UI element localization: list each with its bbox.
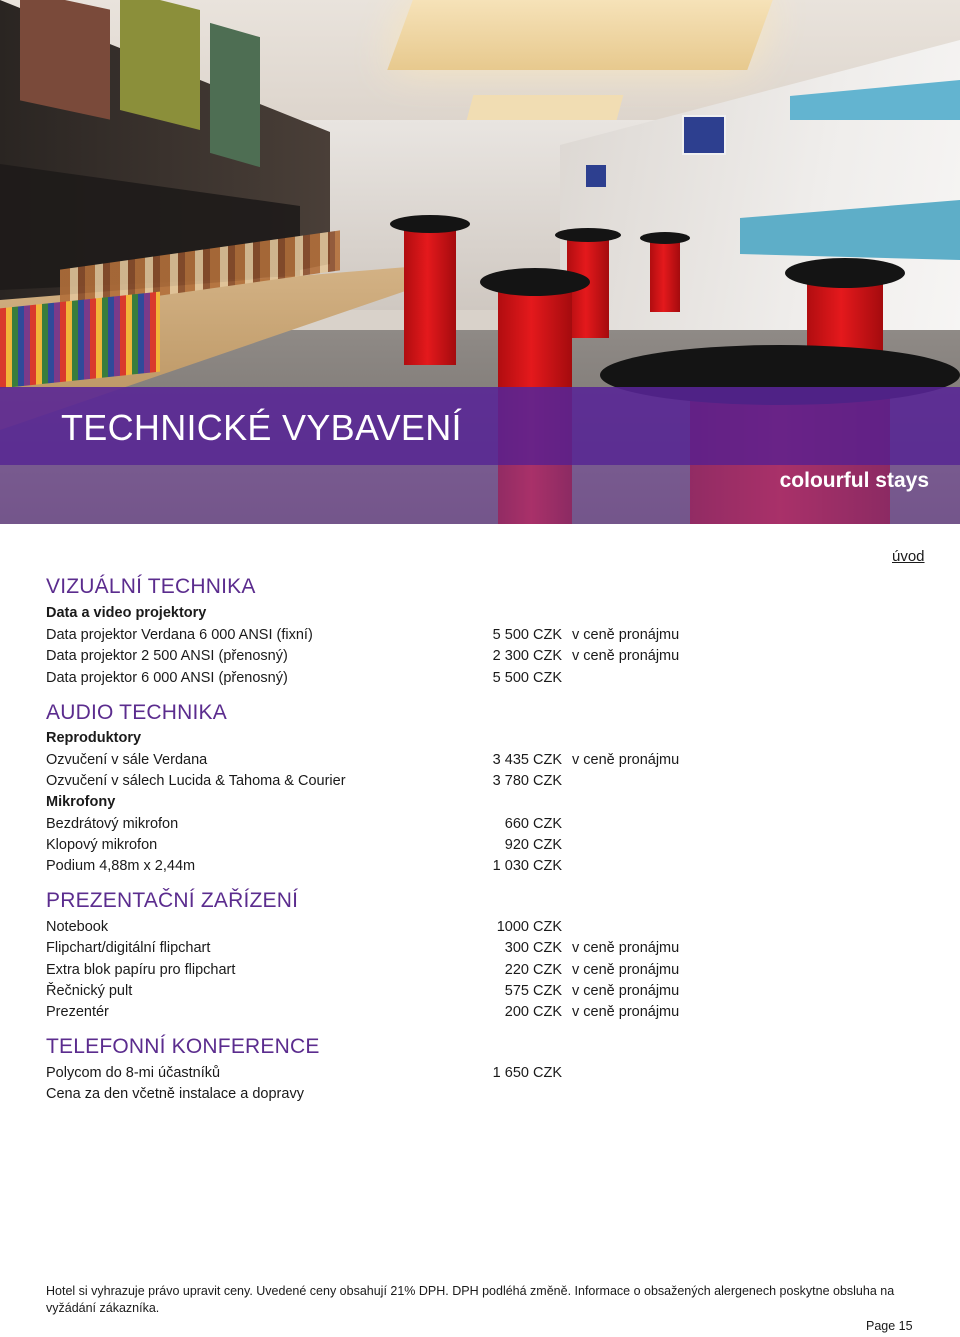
section-heading-audio: AUDIO TECHNIKA	[46, 701, 227, 724]
price-row	[46, 938, 680, 958]
price-row	[46, 668, 666, 688]
ceiling-light-panel	[387, 0, 772, 70]
item-note: v ceně pronájmu	[572, 648, 680, 664]
price-row	[46, 625, 680, 645]
price-row	[46, 1084, 666, 1104]
home-link[interactable]: úvod	[892, 548, 925, 565]
price-row	[46, 835, 666, 855]
price-row	[46, 917, 666, 937]
item-price: 3 435 CZK	[492, 752, 562, 768]
item-price: 1 030 CZK	[492, 858, 562, 874]
tagline-band	[0, 465, 960, 524]
wall-art	[210, 23, 260, 167]
item-price: 2 300 CZK	[492, 648, 562, 664]
section-heading-presentation: PREZENTAČNÍ ZAŘÍZENÍ	[46, 889, 299, 912]
tagline: colourful stays	[779, 469, 929, 492]
page-title: TECHNICKÉ VYBAVENÍ	[61, 407, 462, 448]
page-number: Page 15	[866, 1319, 913, 1333]
cocktail-table	[640, 232, 690, 312]
price-row	[46, 981, 680, 1001]
item-price: 1 650 CZK	[492, 1065, 562, 1081]
footer-disclaimer: Hotel si vyhrazuje právo upravit ceny. Uvedené ceny obsahují 21% DPH. DPH podléhá změně. Informace o obsažených alergenech poskytne obsluha na vyžádání zákazníka.	[46, 1284, 895, 1315]
item-note: v ceně pronájmu	[572, 1004, 680, 1020]
item-label: Prezentér	[46, 1004, 109, 1020]
wall-art	[20, 0, 110, 120]
item-price: 660 CZK	[504, 816, 562, 832]
item-price: 920 CZK	[504, 837, 562, 853]
price-row	[46, 1002, 680, 1022]
item-label: Data projektor 6 000 ANSI (přenosný)	[46, 670, 288, 686]
item-note: v ceně pronájmu	[572, 627, 680, 643]
item-note: v ceně pronájmu	[572, 962, 680, 978]
subheading-microphones: Mikrofony	[46, 794, 116, 810]
item-price: 200 CZK	[504, 1004, 562, 1020]
item-label: Polycom do 8-mi účastníků	[46, 1065, 221, 1081]
item-label: Cena za den včetně instalace a dopravy	[46, 1086, 304, 1102]
item-note: v ceně pronájmu	[572, 983, 680, 999]
section-heading-visual: VIZUÁLNÍ TECHNIKA	[46, 575, 256, 598]
price-row	[46, 750, 680, 770]
hotel-logo-sign	[586, 165, 606, 187]
item-price: 1000 CZK	[496, 919, 562, 935]
price-row	[46, 1063, 666, 1083]
price-row	[46, 814, 666, 834]
wall-art	[120, 0, 200, 130]
item-price: 3 780 CZK	[492, 773, 562, 789]
item-label: Data projektor Verdana 6 000 ANSI (fixní)	[46, 627, 313, 643]
item-price: 5 500 CZK	[492, 627, 562, 643]
item-label: Ozvučení v sále Verdana	[46, 752, 208, 768]
item-price: 575 CZK	[504, 983, 562, 999]
price-row	[46, 960, 680, 980]
section-heading-conference: TELEFONNÍ KONFERENCE	[46, 1035, 320, 1058]
price-row	[46, 771, 666, 791]
item-label: Bezdrátový mikrofon	[46, 816, 179, 832]
ceiling-light-panel	[467, 95, 624, 120]
subheading-projectors: Data a video projektory	[46, 605, 207, 621]
subheading-speakers: Reproduktory	[46, 730, 142, 746]
item-price: 300 CZK	[504, 940, 562, 956]
item-label: Ozvučení v sálech Lucida & Tahoma & Courier	[46, 773, 346, 789]
item-label: Klopový mikrofon	[46, 837, 158, 853]
item-label: Flipchart/digitální flipchart	[46, 940, 211, 956]
item-note: v ceně pronájmu	[572, 940, 680, 956]
item-label: Extra blok papíru pro flipchart	[46, 962, 236, 978]
item-price: 220 CZK	[504, 962, 562, 978]
price-row	[46, 856, 666, 876]
item-note: v ceně pronájmu	[572, 752, 680, 768]
item-label: Řečnický pult	[46, 983, 133, 999]
item-label: Notebook	[46, 919, 109, 935]
item-label: Data projektor 2 500 ANSI (přenosný)	[46, 648, 288, 664]
item-price: 5 500 CZK	[492, 670, 562, 686]
colorful-decor	[0, 292, 160, 389]
cocktail-table	[390, 215, 470, 365]
item-label: Podium 4,88m x 2,44m	[46, 858, 196, 874]
title-band	[0, 387, 960, 465]
hotel-logo-sign	[682, 115, 726, 155]
price-row	[46, 646, 680, 666]
